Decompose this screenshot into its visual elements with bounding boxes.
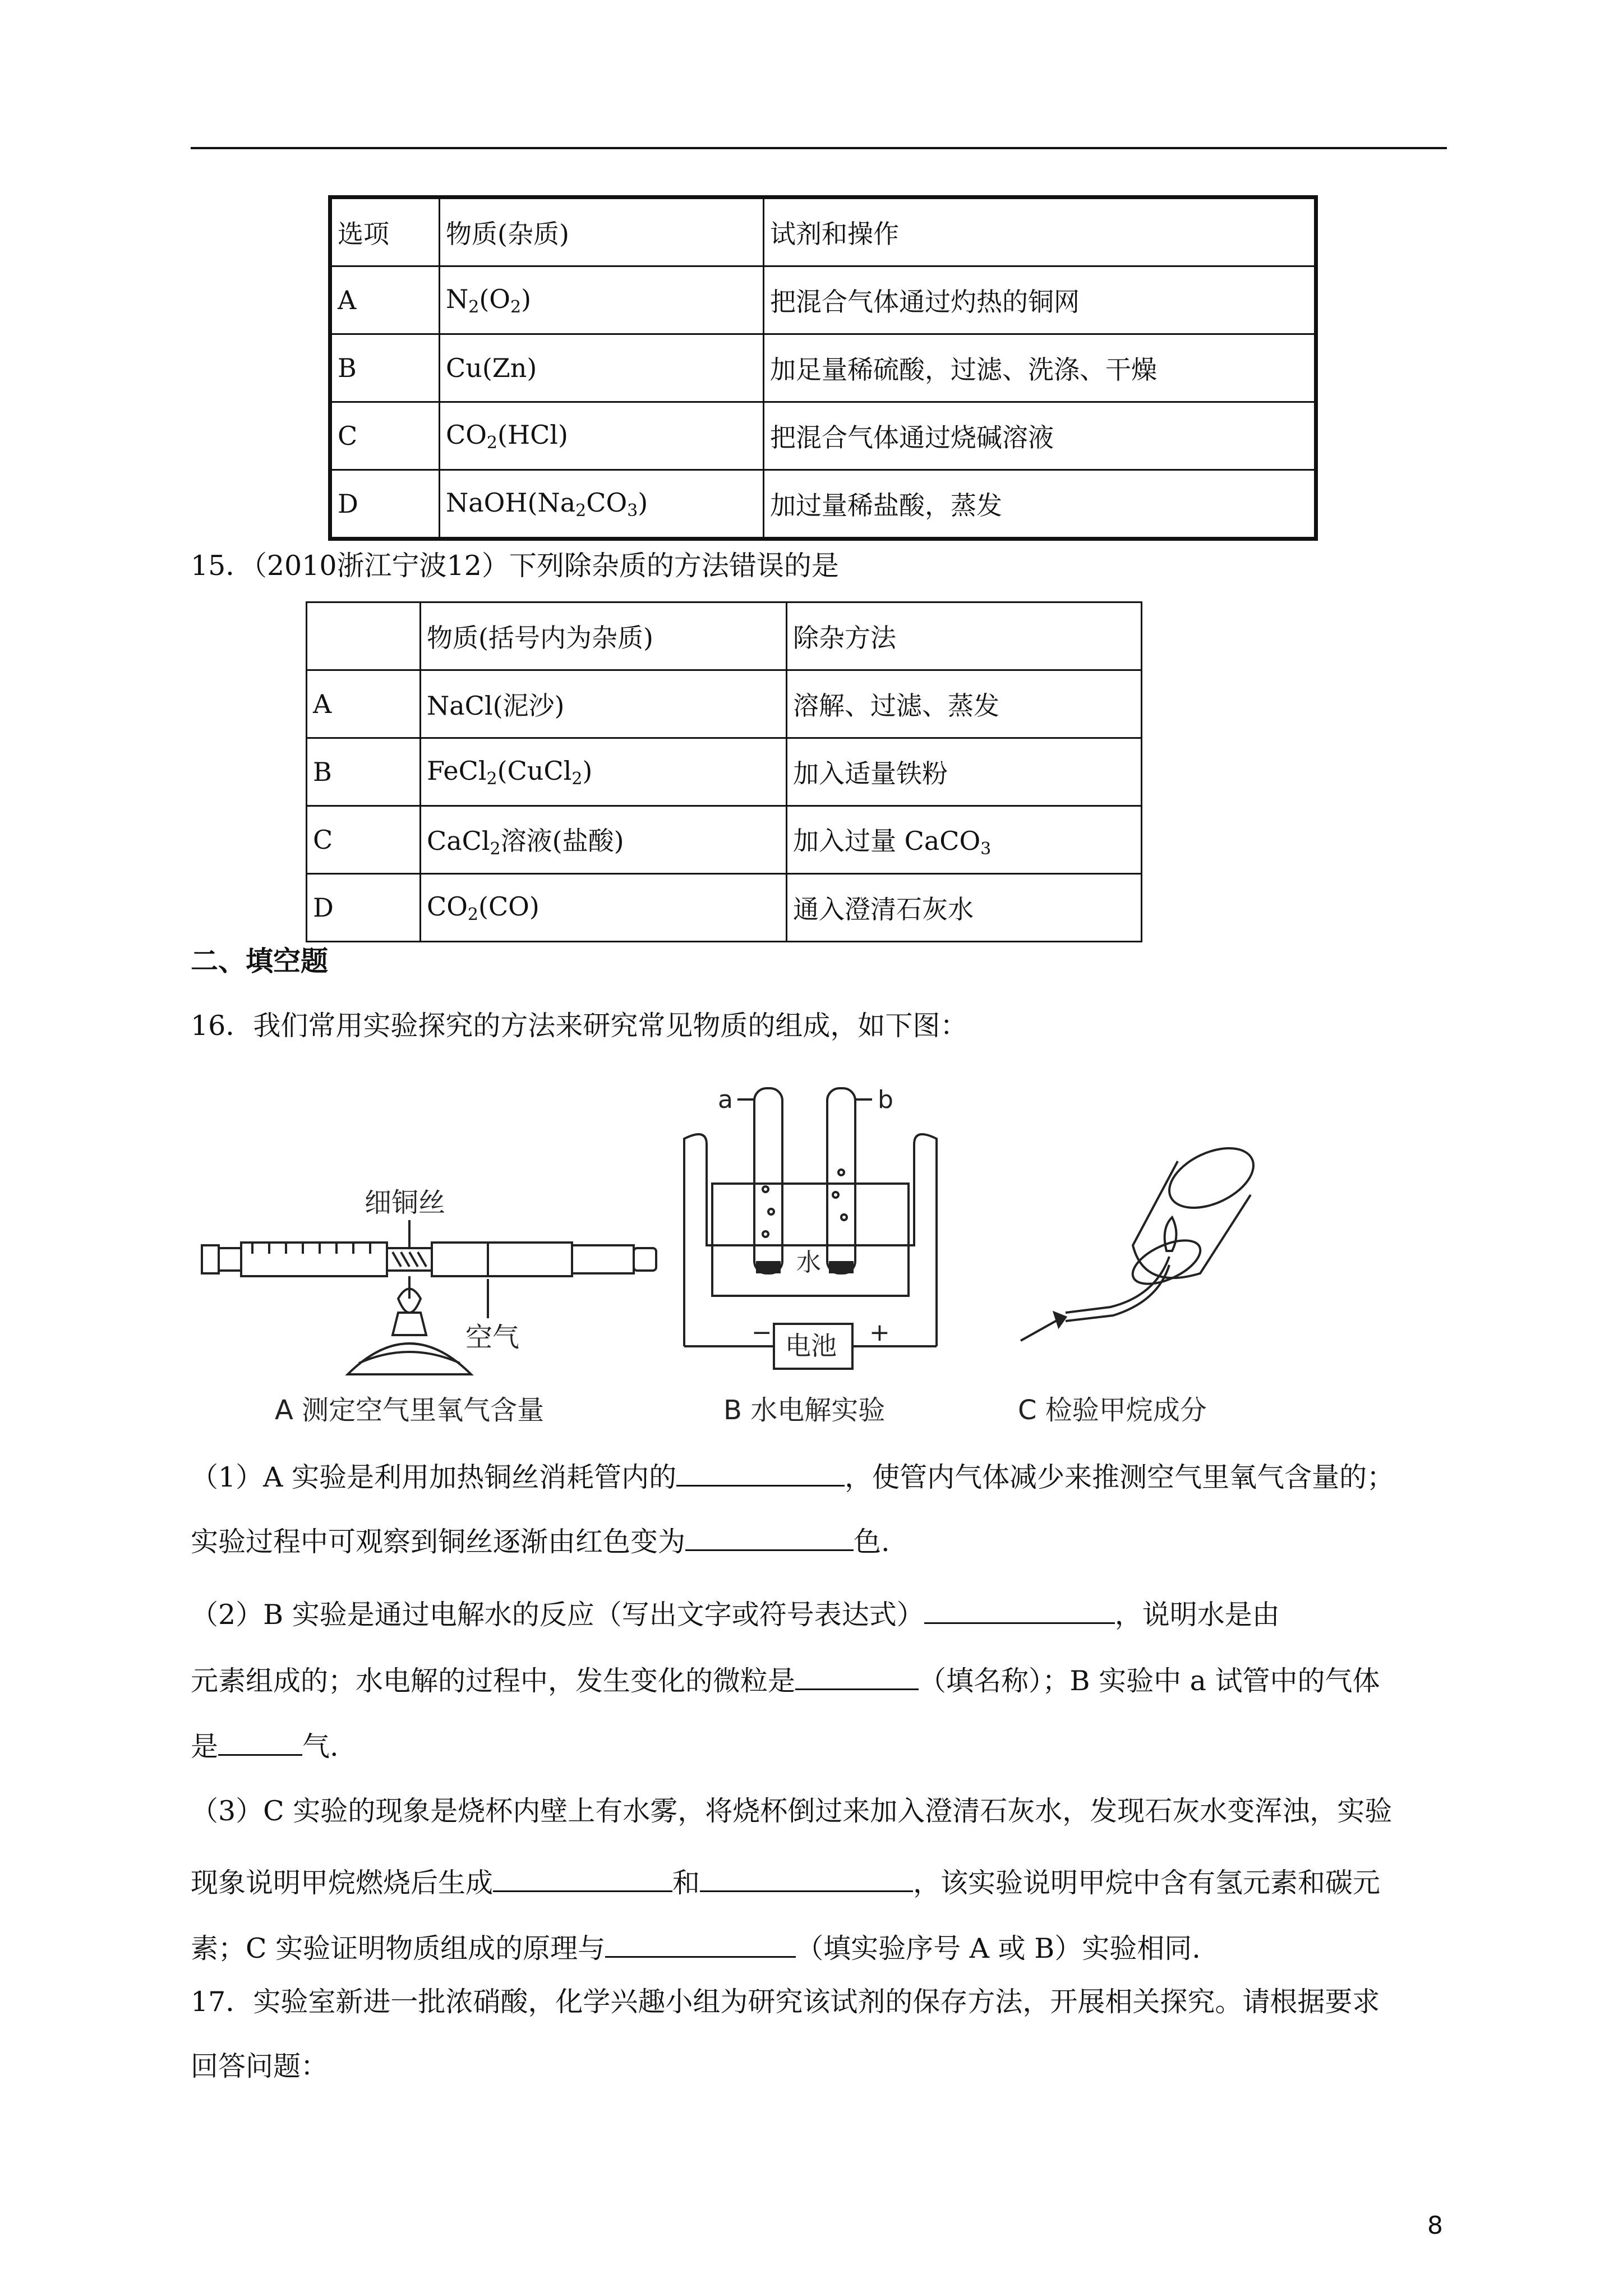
substance-cell: $CO_2(HCl)$ bbox=[440, 402, 764, 470]
table-row bbox=[307, 738, 1142, 806]
option-cell: D bbox=[330, 470, 440, 539]
apparatus-c bbox=[1018, 1136, 1263, 1426]
table-header-row bbox=[307, 602, 1142, 670]
option-cell: A bbox=[330, 266, 440, 334]
header-cell: 物质(杂质) bbox=[440, 197, 764, 266]
q16-part1-line2: 实验过程中可观察到铜丝逐渐由红色变为 色. bbox=[191, 1520, 890, 1559]
options-table-q15 bbox=[306, 601, 1142, 942]
answer-blank[interactable] bbox=[676, 1456, 845, 1487]
table-row bbox=[307, 806, 1142, 874]
substance-cell: CaCl$_2$溶液(盐酸) bbox=[421, 806, 787, 874]
q16-part2-line2: 元素组成的；水电解的过程中，发生变化的微粒是 （填名称）；B 实验中 a 试管中的气体 bbox=[191, 1659, 1380, 1698]
caption-b: B 水电解实验 bbox=[723, 1395, 886, 1426]
caption-c: C 检验甲烷成分 bbox=[1018, 1395, 1207, 1426]
label-minus: − bbox=[751, 1318, 772, 1347]
reagent-cell: 把混合气体通过烧碱溶液 bbox=[764, 402, 1316, 470]
answer-blank[interactable] bbox=[795, 1659, 919, 1690]
label-copper-wire: 细铜丝 bbox=[365, 1187, 446, 1218]
reagent-cell: 把混合气体通过灼热的铜网 bbox=[764, 266, 1316, 334]
reagent-cell: 加足量稀硫酸，过滤、洗涤、干燥 bbox=[764, 334, 1316, 402]
question-17-line1: 17．实验室新进一批浓硝酸，化学兴趣小组为研究该试剂的保存方法，开展相关探究。请根据要求 bbox=[191, 1986, 1380, 2018]
q16-part1-line1: （1）A 实验是利用加热铜丝消耗管内的 ，使管内气体减少来推测空气里氧气含量的； bbox=[191, 1456, 1394, 1494]
method-cell: 通入澄清石灰水 bbox=[787, 874, 1142, 942]
header-rule bbox=[191, 147, 1447, 149]
q16-part2-line1: （2）B 实验是通过电解水的反应（写出文字或符号表达式） ，说明水是由 bbox=[191, 1593, 1280, 1632]
question-17-line2: 回答问题： bbox=[191, 2050, 329, 2082]
label-plus: + bbox=[869, 1318, 890, 1347]
substance-cell: Cu(Zn) bbox=[440, 334, 764, 402]
q16-part3-line3: 素；C 实验证明物质组成的原理与 （填实验序号 A 或 B）实验相同. bbox=[191, 1927, 1201, 1966]
label-water: 水 bbox=[796, 1248, 821, 1277]
label-a: a bbox=[718, 1085, 733, 1114]
substance-cell: $N_2(O_2)$ bbox=[440, 266, 764, 334]
header-cell: 选项 bbox=[330, 197, 440, 266]
table-row bbox=[330, 470, 1316, 539]
option-cell: D bbox=[307, 874, 421, 942]
option-cell: C bbox=[330, 402, 440, 470]
answer-blank[interactable] bbox=[493, 1861, 672, 1892]
substance-cell: NaCl(泥沙) bbox=[421, 670, 787, 738]
apparatus-a bbox=[202, 1187, 656, 1426]
header-cell: 物质(括号内为杂质) bbox=[421, 602, 787, 670]
substance-cell: $NaOH(Na_2CO_3)$ bbox=[440, 470, 764, 539]
substance-cell: FeCl$_2$(CuCl$_2$) bbox=[421, 738, 787, 806]
q16-part3-line1: （3）C 实验的现象是烧杯内壁上有水雾，将烧杯倒过来加入澄清石灰水，发现石灰水变浑浊，实验 bbox=[191, 1795, 1393, 1827]
q16-part3-line2: 现象说明甲烷燃烧后生成 和 ，该实验说明甲烷中含有氢元素和碳元 bbox=[191, 1861, 1380, 1900]
header-cell bbox=[307, 602, 421, 670]
method-cell: 溶解、过滤、蒸发 bbox=[787, 670, 1142, 738]
table-header-row bbox=[330, 197, 1316, 266]
table-row bbox=[307, 670, 1142, 738]
experiment-figure bbox=[191, 1077, 1312, 1436]
option-cell: B bbox=[330, 334, 440, 402]
answer-blank[interactable] bbox=[700, 1861, 913, 1892]
option-cell: A bbox=[307, 670, 421, 738]
reagent-cell: 加过量稀盐酸，蒸发 bbox=[764, 470, 1316, 539]
question-15: 15．（2010浙江宁波12）下列除杂质的方法错误的是 bbox=[191, 550, 839, 582]
caption-a: A 测定空气里氧气含量 bbox=[275, 1395, 545, 1426]
answer-blank[interactable] bbox=[924, 1593, 1115, 1624]
answer-blank[interactable] bbox=[218, 1725, 302, 1756]
method-cell: 加入适量铁粉 bbox=[787, 738, 1142, 806]
answer-blank[interactable] bbox=[685, 1520, 854, 1551]
table-row bbox=[330, 402, 1316, 470]
page-number: 8 bbox=[1427, 2211, 1443, 2240]
apparatus-b bbox=[684, 1085, 937, 1426]
section-title: 二、填空题 bbox=[191, 945, 329, 977]
table-row bbox=[330, 334, 1316, 402]
header-cell: 除杂方法 bbox=[787, 602, 1142, 670]
label-b: b bbox=[878, 1085, 893, 1114]
table-row bbox=[307, 874, 1142, 942]
answer-blank[interactable] bbox=[605, 1927, 796, 1958]
option-cell: C bbox=[307, 806, 421, 874]
label-battery: 电池 bbox=[785, 1331, 837, 1361]
option-cell: B bbox=[307, 738, 421, 806]
header-cell: 试剂和操作 bbox=[764, 197, 1316, 266]
label-air: 空气 bbox=[465, 1322, 520, 1353]
substance-cell: $CO_2(CO)$ bbox=[421, 874, 787, 942]
question-16: 16．我们常用实验探究的方法来研究常见物质的组成，如下图： bbox=[191, 1010, 968, 1042]
options-table-q14 bbox=[328, 195, 1318, 541]
table-row bbox=[330, 266, 1316, 334]
method-cell: 加入过量 CaCO$_3$ bbox=[787, 806, 1142, 874]
q16-part2-line3: 是 气. bbox=[191, 1725, 339, 1764]
